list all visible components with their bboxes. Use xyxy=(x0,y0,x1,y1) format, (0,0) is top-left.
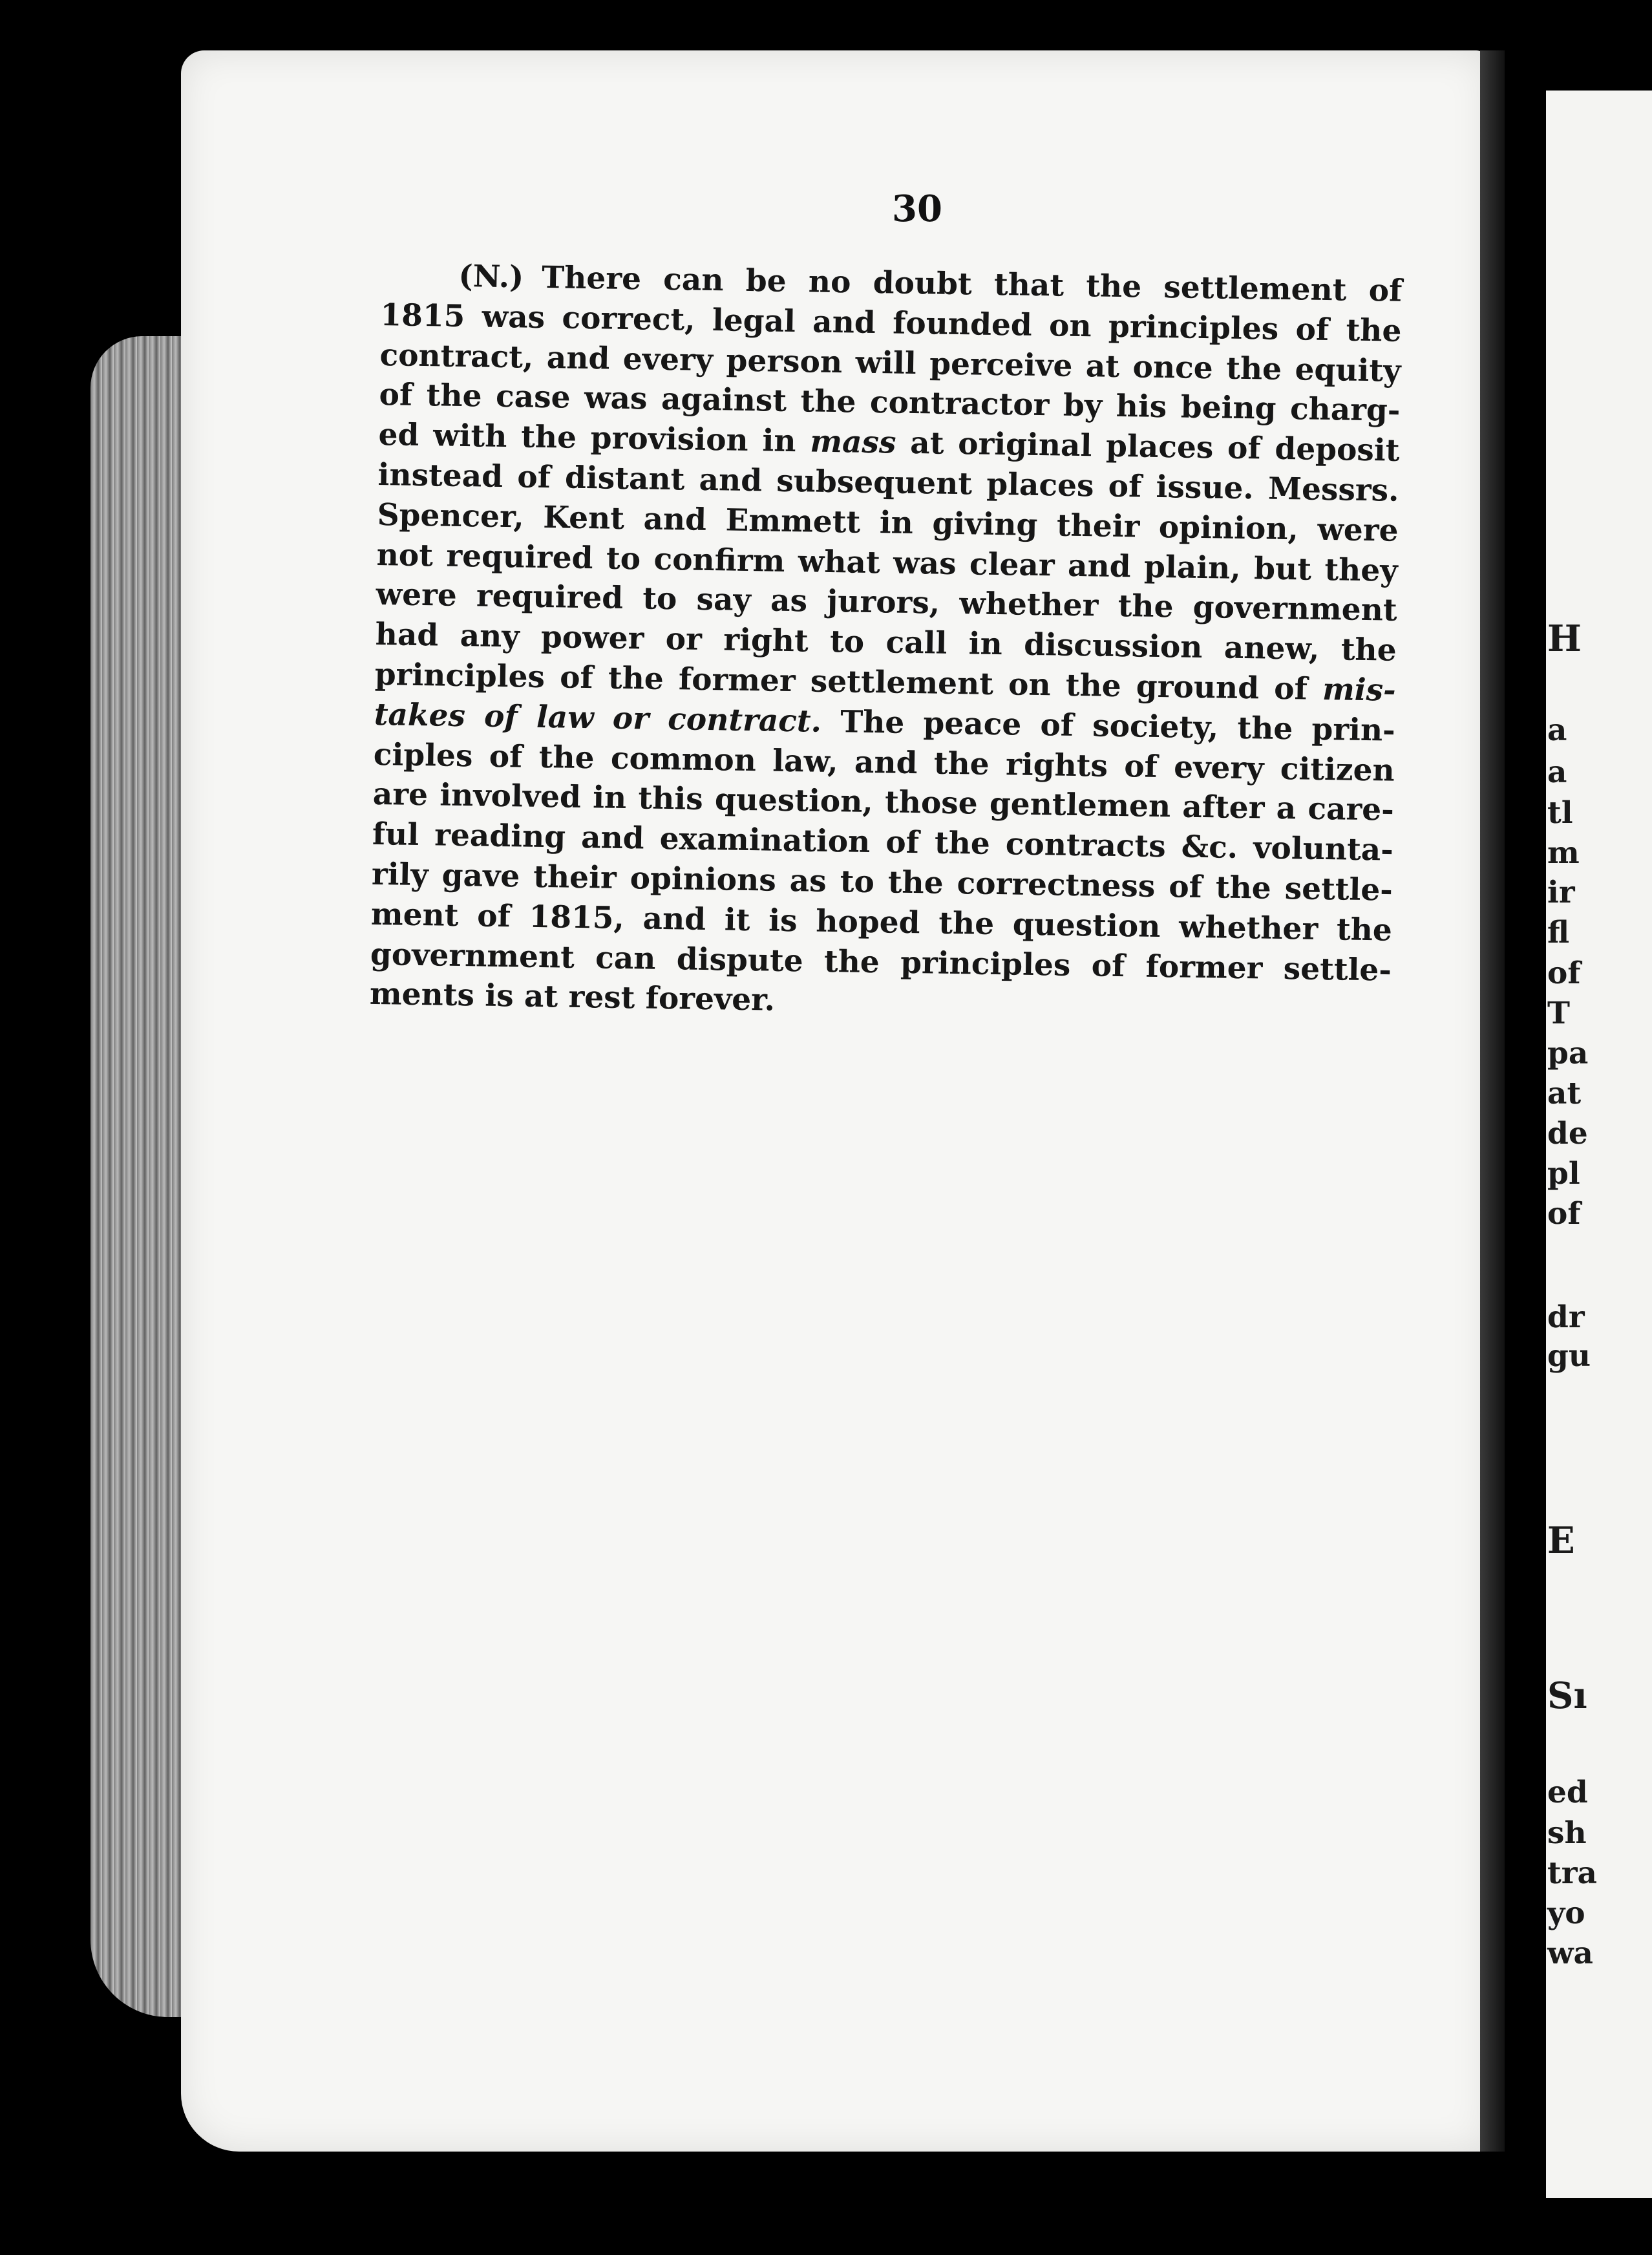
facing-page-fragment: E xyxy=(1547,1519,1575,1562)
text-line: contract, and every person will perceive at once the equity xyxy=(379,337,1401,389)
text-line: ful reading and examination of the contracts &c. volunta- xyxy=(372,817,1394,868)
text-line: of the case was against the contractor by his being charg- xyxy=(379,377,1401,429)
facing-page-fragment: tl xyxy=(1547,795,1573,831)
text-line: 1815 was correct, legal and founded on principles of the xyxy=(380,297,1402,349)
footnote-paragraph xyxy=(370,255,1403,1031)
facing-page-fragment: sh xyxy=(1547,1815,1587,1851)
text-line: (N.) There can be no doubt that the settlement of xyxy=(458,258,1403,309)
facing-page-fragment: at xyxy=(1547,1076,1582,1111)
text-line: had any power or right to call in discussion anew, the xyxy=(375,617,1397,668)
text-line: rily gave their opinions as to the correctness of the settle- xyxy=(371,856,1393,908)
text-line: principles of the former settlement on the ground of mis- xyxy=(374,656,1397,709)
text-line: government can dispute the principles of former settle- xyxy=(370,936,1392,989)
facing-page-fragment: m xyxy=(1547,835,1580,871)
facing-page-fragment: a xyxy=(1547,712,1567,748)
facing-page-fragment: H xyxy=(1547,617,1582,660)
text-line: ment of 1815, and it is hoped the question whether the xyxy=(370,896,1393,948)
facing-page-fragment: wa xyxy=(1547,1936,1593,1971)
facing-page-fragment: tra xyxy=(1547,1855,1597,1891)
facing-page-fragment: dr xyxy=(1547,1299,1585,1335)
page-number: 30 xyxy=(892,187,942,230)
text-line: were required to say as jurors, whether the government xyxy=(376,577,1397,629)
facing-page-fragment: T xyxy=(1547,996,1570,1031)
book-spine xyxy=(1480,50,1505,2152)
facing-page-fragment: of xyxy=(1547,1196,1581,1232)
italic-emphasis: takes of law or contract. xyxy=(374,696,822,740)
italic-emphasis: mis- xyxy=(1322,671,1397,709)
facing-page-fragment: gu xyxy=(1547,1338,1591,1374)
facing-page-fragment: Sı xyxy=(1547,1674,1587,1717)
facing-page-fragment: ed xyxy=(1547,1775,1588,1810)
text-line: ments is at rest forever. xyxy=(369,976,776,1019)
facing-page-fragment: yo xyxy=(1547,1896,1585,1931)
facing-page-fragment: fl xyxy=(1547,915,1570,950)
text-line: ciples of the common law, and the rights of every citizen xyxy=(373,736,1395,789)
facing-page-fragment: pa xyxy=(1547,1036,1589,1071)
facing-page-fragment: a xyxy=(1547,754,1567,790)
text-line: instead of distant and subsequent places of issue. Messrs. xyxy=(377,456,1399,509)
text-line: are involved in this question, those gentlemen after a care- xyxy=(372,776,1395,829)
italic-emphasis: mass xyxy=(809,423,896,461)
text-line: not required to confirm what was clear and plain, but they xyxy=(376,537,1398,589)
text-line: Spencer, Kent and Emmett in giving their opinion, were xyxy=(377,497,1399,549)
note-marker: (N.) xyxy=(458,258,524,295)
text-line: takes of law or contract. The peace of society, the prin- xyxy=(374,696,1396,749)
facing-page xyxy=(1546,91,1652,2198)
facing-page-fragment: ir xyxy=(1547,875,1575,910)
facing-page-fragment: pl xyxy=(1547,1156,1580,1192)
facing-page-fragment: de xyxy=(1547,1116,1588,1151)
facing-page-fragment: of xyxy=(1547,956,1581,991)
page-edges xyxy=(90,336,194,2017)
text-line: ed with the provision in mass at original places of deposit xyxy=(378,417,1400,469)
